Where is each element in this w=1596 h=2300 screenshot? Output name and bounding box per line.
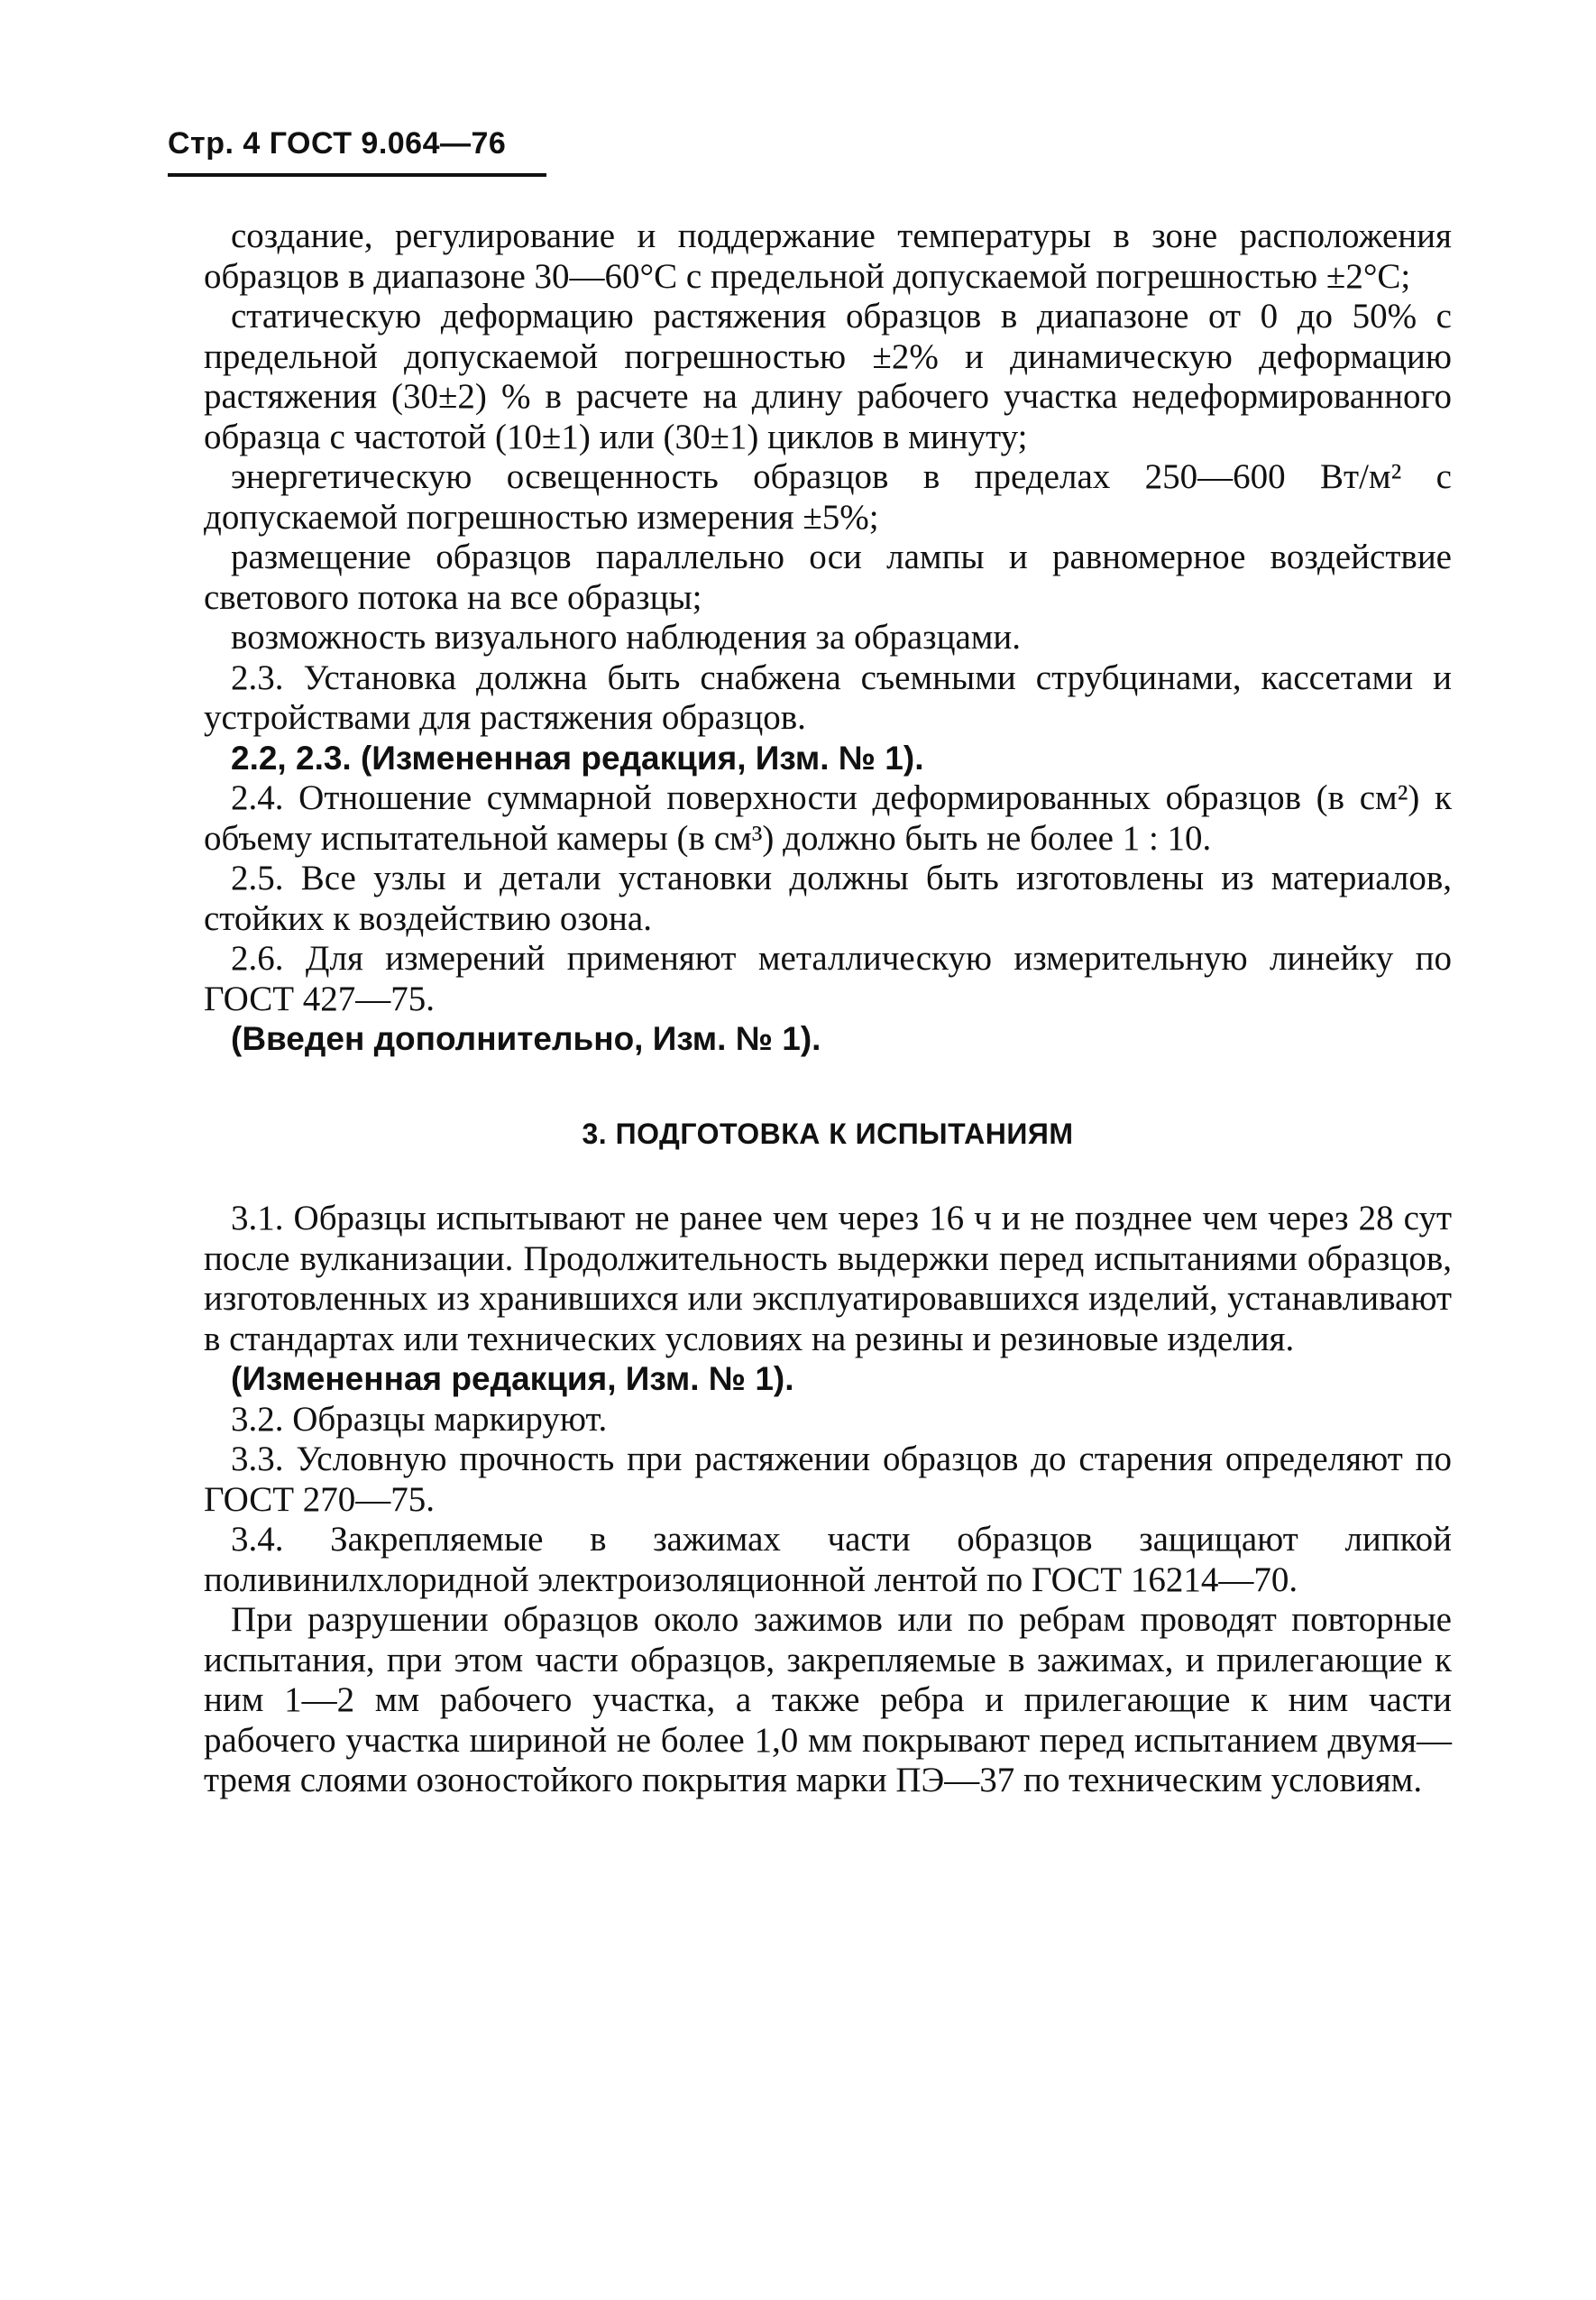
paragraph: создание, регулирование и поддержание температуры в зоне расположения образцов в диапазоне 30—60°С с предельной допускаемой погрешностью ±2°С; <box>204 216 1452 296</box>
paragraph: статическую деформацию растяжения образцов в диапазоне от 0 до 50% с предельной допускаемой погрешностью ±2% и динамическую деформацию растяжения (30±2) % в расчете на длину рабочего участка недеформированного образца с частотой (10±1) или (30±1) циклов в минуту; <box>204 297 1452 456</box>
amendment-note: (Измененная редакция, Изм. № 1). <box>231 1360 794 1397</box>
paragraph-3-2: 3.2. Образцы маркируют. <box>231 1399 608 1439</box>
paragraph: размещение образцов параллельно оси лампы и равномерное воздействие светового потока на все образцы; <box>204 538 1452 617</box>
page-header <box>168 126 546 161</box>
amendment-note: (Введен дополнительно, Изм. № 1). <box>231 1020 821 1057</box>
header-rule <box>168 173 546 177</box>
paragraph: возможность визуального наблюдения за образцами. <box>231 618 1022 657</box>
paragraph-2-3: 2.3. Установка должна быть снабжена съемными струбцинами, кассетами и устройствами для растяжения образцов. <box>204 658 1452 737</box>
paragraph-3-1: 3.1. Образцы испытывают не ранее чем через 16 ч и не позднее чем через 28 сут после вулканизации. Продолжительность выдержки перед испытаниями образцов, изготовленных из хранившихся или эксплуатировавшихся изделий, устанавливают в стандартах или технических условиях на резины и резиновые изделия. <box>204 1199 1452 1358</box>
document-body <box>204 216 1452 1801</box>
paragraph-3-3: 3.3. Условную прочность при растяжении образцов до старения определяют по ГОСТ 270—75. <box>204 1440 1452 1519</box>
section-title: 3. ПОДГОТОВКА К ИСПЫТАНИЯМ <box>582 1117 1074 1150</box>
page-label: Стр. 4 ГОСТ 9.064—76 <box>168 126 507 161</box>
paragraph-2-5: 2.5. Все узлы и детали установки должны быть изготовлены из материалов, стойких к воздействию озона. <box>204 859 1452 938</box>
paragraph-3-4-continued: При разрушении образцов около зажимов или по ребрам проводят повторные испытания, при этом части образцов, закрепляемые в зажимах, и прилегающие к ним 1—2 мм рабочего участка, а также ребра и прилегающие к ним части рабочего участка шириной не более 1,0 мм покрывают перед испытанием двумя—тремя слоями озоностойкого покрытия марки ПЭ—37 по техническим условиям. <box>204 1600 1452 1799</box>
paragraph-3-4: 3.4. Закрепляемые в зажимах части образцов защищают липкой поливинилхлоридной электроизоляционной лентой по ГОСТ 16214—70. <box>204 1520 1452 1599</box>
paragraph-2-4: 2.4. Отношение суммарной поверхности деформированных образцов (в см²) к объему испытательной камеры (в см³) должно быть не более 1 : 10. <box>204 778 1452 858</box>
amendment-note: 2.2, 2.3. (Измененная редакция, Изм. № 1). <box>231 739 924 777</box>
paragraph: энергетическую освещенность образцов в пределах 250—600 Вт/м² с допускаемой погрешностью измерения ±5%; <box>204 457 1452 537</box>
paragraph-2-6: 2.6. Для измерений применяют металлическую измерительную линейку по ГОСТ 427—75. <box>204 939 1452 1018</box>
